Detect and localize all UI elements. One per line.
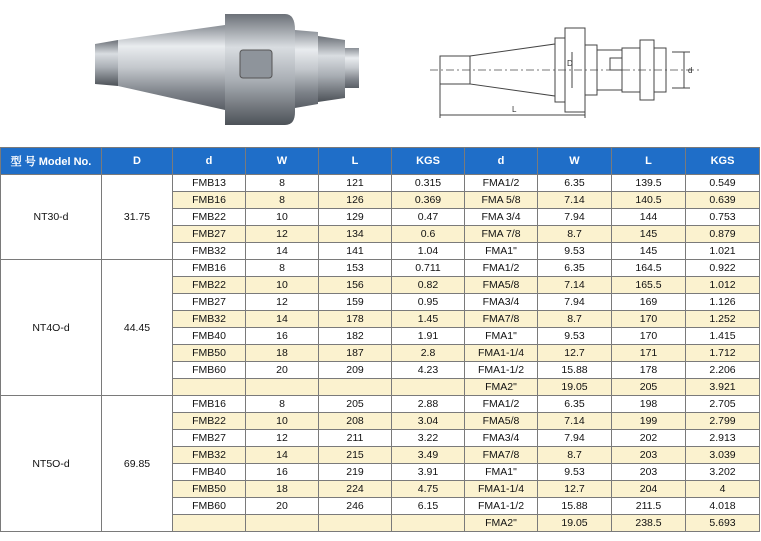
table-cell: 8 bbox=[246, 192, 319, 209]
table-cell: 170 bbox=[612, 311, 686, 328]
table-cell: 12 bbox=[246, 226, 319, 243]
table-cell: 1.021 bbox=[686, 243, 760, 260]
table-cell: 16 bbox=[246, 464, 319, 481]
table-cell: 1.012 bbox=[686, 277, 760, 294]
table-cell bbox=[319, 379, 392, 396]
table-cell: 238.5 bbox=[612, 515, 686, 532]
table-cell: 0.549 bbox=[686, 175, 760, 192]
header-kgs-fma: KGS bbox=[686, 148, 760, 175]
table-cell: 219 bbox=[319, 464, 392, 481]
diameter-cell: 44.45 bbox=[102, 260, 173, 396]
table-cell: 134 bbox=[319, 226, 392, 243]
tool-holder-photo bbox=[95, 14, 359, 125]
table-cell: 3.202 bbox=[686, 464, 760, 481]
table-cell: 169 bbox=[612, 294, 686, 311]
table-cell: FMB32 bbox=[173, 311, 246, 328]
table-cell: 3.49 bbox=[392, 447, 465, 464]
table-cell: FMB32 bbox=[173, 447, 246, 464]
table-cell: 140.5 bbox=[612, 192, 686, 209]
table-cell: FMB22 bbox=[173, 209, 246, 226]
drawing-label-L: L bbox=[512, 105, 517, 114]
table-cell: FMA1-1/2 bbox=[465, 498, 538, 515]
table-cell: 3.91 bbox=[392, 464, 465, 481]
header-W-fmb: W bbox=[246, 148, 319, 175]
table-cell: 204 bbox=[612, 481, 686, 498]
table-cell: 4 bbox=[686, 481, 760, 498]
table-cell: 182 bbox=[319, 328, 392, 345]
table-cell: 0.6 bbox=[392, 226, 465, 243]
table-cell: 153 bbox=[319, 260, 392, 277]
header-L-fmb: L bbox=[319, 148, 392, 175]
header-d-fma: d bbox=[465, 148, 538, 175]
table-cell: 170 bbox=[612, 328, 686, 345]
table-cell: 0.82 bbox=[392, 277, 465, 294]
table-cell: 20 bbox=[246, 362, 319, 379]
table-cell: 7.14 bbox=[538, 413, 612, 430]
technical-drawing bbox=[430, 28, 700, 118]
table-cell: 145 bbox=[612, 226, 686, 243]
table-cell: 129 bbox=[319, 209, 392, 226]
table-cell: 12.7 bbox=[538, 481, 612, 498]
table-cell: 205 bbox=[612, 379, 686, 396]
table-cell: FMB16 bbox=[173, 192, 246, 209]
table-cell: 8.7 bbox=[538, 311, 612, 328]
table-cell: 0.95 bbox=[392, 294, 465, 311]
table-cell: 164.5 bbox=[612, 260, 686, 277]
table-cell: 12 bbox=[246, 430, 319, 447]
table-cell: 7.14 bbox=[538, 192, 612, 209]
table-cell: 1.252 bbox=[686, 311, 760, 328]
table-body bbox=[1, 175, 760, 532]
model-cell: NT5O-d bbox=[1, 396, 102, 532]
table-cell: 3.22 bbox=[392, 430, 465, 447]
table-cell: 208 bbox=[319, 413, 392, 430]
table-cell: 10 bbox=[246, 413, 319, 430]
table-cell: FMB32 bbox=[173, 243, 246, 260]
table-cell: 2.8 bbox=[392, 345, 465, 362]
table-cell: 1.415 bbox=[686, 328, 760, 345]
table-cell: 6.35 bbox=[538, 396, 612, 413]
table-cell: 9.53 bbox=[538, 243, 612, 260]
table-cell: 126 bbox=[319, 192, 392, 209]
table-cell: 7.94 bbox=[538, 209, 612, 226]
table-cell bbox=[173, 379, 246, 396]
table-cell: FMA1" bbox=[465, 328, 538, 345]
table-cell: 211 bbox=[319, 430, 392, 447]
table-cell: 9.53 bbox=[538, 328, 612, 345]
table-cell: FMA1-1/4 bbox=[465, 345, 538, 362]
table-cell: 18 bbox=[246, 345, 319, 362]
table-cell: 0.315 bbox=[392, 175, 465, 192]
table-cell: 18 bbox=[246, 481, 319, 498]
table-cell: 211.5 bbox=[612, 498, 686, 515]
table-cell: 165.5 bbox=[612, 277, 686, 294]
table-cell: FMA1" bbox=[465, 243, 538, 260]
table-cell: FMA1/2 bbox=[465, 396, 538, 413]
table-cell: 203 bbox=[612, 464, 686, 481]
table-cell: FMB22 bbox=[173, 277, 246, 294]
table-cell: FMB60 bbox=[173, 498, 246, 515]
table-cell: 14 bbox=[246, 311, 319, 328]
table-cell: 6.35 bbox=[538, 260, 612, 277]
table-cell: FMA2" bbox=[465, 379, 538, 396]
table-cell: 0.47 bbox=[392, 209, 465, 226]
table-cell: FMB40 bbox=[173, 328, 246, 345]
table-cell: 5.693 bbox=[686, 515, 760, 532]
table-cell: FMA7/8 bbox=[465, 447, 538, 464]
table-cell: 8.7 bbox=[538, 447, 612, 464]
table-cell bbox=[246, 379, 319, 396]
drawing-label-d: d bbox=[688, 66, 693, 75]
table-cell: 6.35 bbox=[538, 175, 612, 192]
table-cell: 198 bbox=[612, 396, 686, 413]
table-cell: 2.206 bbox=[686, 362, 760, 379]
table-cell: 4.23 bbox=[392, 362, 465, 379]
table-cell: 199 bbox=[612, 413, 686, 430]
table-cell: 19.05 bbox=[538, 379, 612, 396]
table-cell: 12.7 bbox=[538, 345, 612, 362]
table-cell: 10 bbox=[246, 277, 319, 294]
table-cell: 4.75 bbox=[392, 481, 465, 498]
table-cell: 1.712 bbox=[686, 345, 760, 362]
table-cell: 144 bbox=[612, 209, 686, 226]
header-D: D bbox=[102, 148, 173, 175]
table-cell: FMA3/4 bbox=[465, 294, 538, 311]
table-cell: FMB16 bbox=[173, 260, 246, 277]
table-cell: 15.88 bbox=[538, 498, 612, 515]
table-cell bbox=[392, 379, 465, 396]
table-cell: 9.53 bbox=[538, 464, 612, 481]
table-cell: FMB27 bbox=[173, 294, 246, 311]
table-cell: FMA1/2 bbox=[465, 175, 538, 192]
table-cell: 215 bbox=[319, 447, 392, 464]
table-cell: FMA5/8 bbox=[465, 413, 538, 430]
table-cell: 141 bbox=[319, 243, 392, 260]
table-cell: 3.04 bbox=[392, 413, 465, 430]
table-cell: 8 bbox=[246, 260, 319, 277]
table-cell: 156 bbox=[319, 277, 392, 294]
table-cell: 8.7 bbox=[538, 226, 612, 243]
diameter-cell: 69.85 bbox=[102, 396, 173, 532]
table-cell: 2.705 bbox=[686, 396, 760, 413]
table-cell: 3.039 bbox=[686, 447, 760, 464]
product-illustration bbox=[0, 0, 761, 146]
table-cell: 1.04 bbox=[392, 243, 465, 260]
table-cell: FMB13 bbox=[173, 175, 246, 192]
table-cell: 145 bbox=[612, 243, 686, 260]
table-cell: 0.369 bbox=[392, 192, 465, 209]
table-cell: 1.91 bbox=[392, 328, 465, 345]
table-cell: 7.14 bbox=[538, 277, 612, 294]
header-L-fma: L bbox=[612, 148, 686, 175]
table-cell: 7.94 bbox=[538, 430, 612, 447]
table-cell: 224 bbox=[319, 481, 392, 498]
header-d-fmb: d bbox=[173, 148, 246, 175]
table-cell: 178 bbox=[612, 362, 686, 379]
model-cell: NT4O-d bbox=[1, 260, 102, 396]
table-cell: FMB50 bbox=[173, 481, 246, 498]
table-row bbox=[1, 396, 760, 413]
table-cell: 0.639 bbox=[686, 192, 760, 209]
table-row bbox=[1, 175, 760, 192]
table-cell: FMB22 bbox=[173, 413, 246, 430]
table-cell: 19.05 bbox=[538, 515, 612, 532]
spec-table bbox=[0, 147, 760, 532]
table-cell: 1.126 bbox=[686, 294, 760, 311]
table-cell: FMB40 bbox=[173, 464, 246, 481]
table-cell: 2.799 bbox=[686, 413, 760, 430]
table-cell: FMB60 bbox=[173, 362, 246, 379]
table-cell: FMB50 bbox=[173, 345, 246, 362]
model-cell: NT30-d bbox=[1, 175, 102, 260]
table-cell: 2.88 bbox=[392, 396, 465, 413]
table-cell: 14 bbox=[246, 447, 319, 464]
header-W-fma: W bbox=[538, 148, 612, 175]
table-cell: FMB16 bbox=[173, 396, 246, 413]
table-cell: FMA1-1/4 bbox=[465, 481, 538, 498]
table-cell: 7.94 bbox=[538, 294, 612, 311]
table-cell: 12 bbox=[246, 294, 319, 311]
table-cell: 209 bbox=[319, 362, 392, 379]
table-cell: FMA 7/8 bbox=[465, 226, 538, 243]
table-cell: 4.018 bbox=[686, 498, 760, 515]
table-cell: FMA1/2 bbox=[465, 260, 538, 277]
table-cell: FMB27 bbox=[173, 226, 246, 243]
table-cell: FMA3/4 bbox=[465, 430, 538, 447]
table-cell: 15.88 bbox=[538, 362, 612, 379]
table-cell: 20 bbox=[246, 498, 319, 515]
table-cell: 159 bbox=[319, 294, 392, 311]
table-cell: 187 bbox=[319, 345, 392, 362]
table-cell bbox=[173, 515, 246, 532]
table-cell: FMA 5/8 bbox=[465, 192, 538, 209]
table-cell: 10 bbox=[246, 209, 319, 226]
table-header-row bbox=[1, 148, 760, 175]
table-cell: 16 bbox=[246, 328, 319, 345]
table-cell: 0.922 bbox=[686, 260, 760, 277]
table-cell: 178 bbox=[319, 311, 392, 328]
table-cell: FMA 3/4 bbox=[465, 209, 538, 226]
table-cell: 203 bbox=[612, 447, 686, 464]
diameter-cell: 31.75 bbox=[102, 175, 173, 260]
table-cell: 1.45 bbox=[392, 311, 465, 328]
table-cell: FMA1" bbox=[465, 464, 538, 481]
table-cell: 202 bbox=[612, 430, 686, 447]
table-cell: 8 bbox=[246, 396, 319, 413]
table-cell: 246 bbox=[319, 498, 392, 515]
table-cell: 139.5 bbox=[612, 175, 686, 192]
table-cell: 8 bbox=[246, 175, 319, 192]
table-cell: FMB27 bbox=[173, 430, 246, 447]
table-cell: FMA1-1/2 bbox=[465, 362, 538, 379]
table-cell bbox=[246, 515, 319, 532]
header-model-no: 型 号 Model No. bbox=[1, 148, 102, 175]
table-row bbox=[1, 260, 760, 277]
table-cell: 0.753 bbox=[686, 209, 760, 226]
spec-table-container bbox=[0, 147, 761, 532]
table-cell: 205 bbox=[319, 396, 392, 413]
table-cell: 6.15 bbox=[392, 498, 465, 515]
table-cell: 14 bbox=[246, 243, 319, 260]
table-cell: 3.921 bbox=[686, 379, 760, 396]
table-cell: 0.711 bbox=[392, 260, 465, 277]
table-cell: FMA5/8 bbox=[465, 277, 538, 294]
table-cell bbox=[319, 515, 392, 532]
drawing-label-D: D bbox=[567, 59, 573, 68]
table-cell: FMA7/8 bbox=[465, 311, 538, 328]
header-kgs-fmb: KGS bbox=[392, 148, 465, 175]
table-cell: 121 bbox=[319, 175, 392, 192]
table-cell bbox=[392, 515, 465, 532]
table-cell: 171 bbox=[612, 345, 686, 362]
table-cell: 0.879 bbox=[686, 226, 760, 243]
table-cell: 2.913 bbox=[686, 430, 760, 447]
table-cell: FMA2" bbox=[465, 515, 538, 532]
